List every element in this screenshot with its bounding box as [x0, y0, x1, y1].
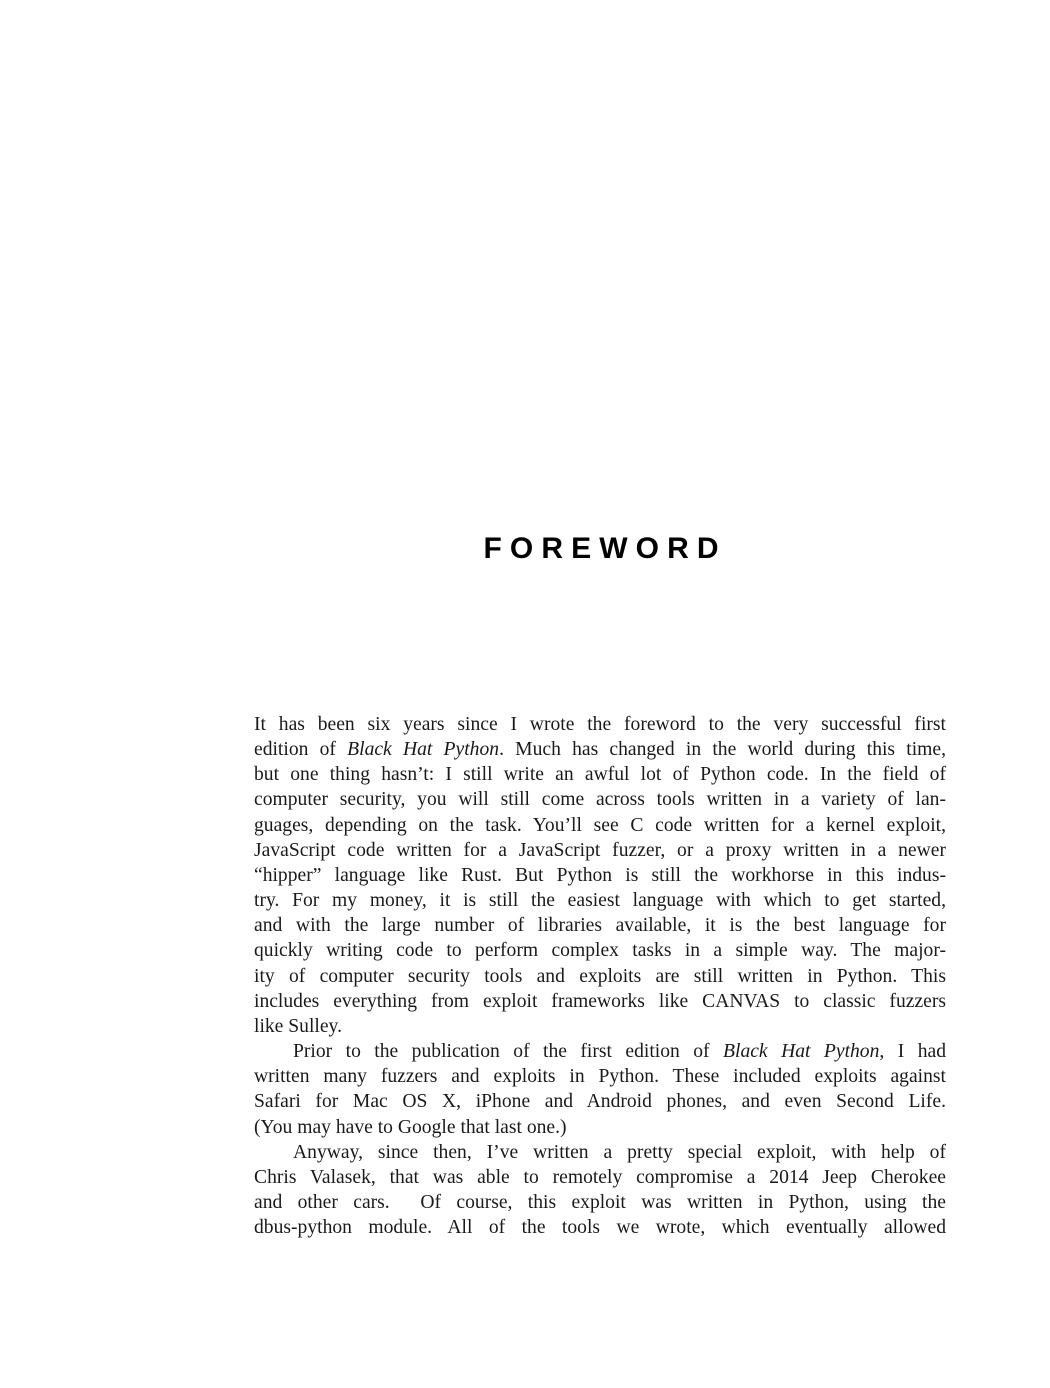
text-segment: try. For my money, it is still the easiest language with which to get started, [254, 890, 946, 912]
text-segment: . Much has changed in the world during this time, [499, 739, 946, 761]
text-line [254, 1190, 946, 1215]
text-segment: and with the large number of libraries available, it is the best language for [254, 915, 946, 937]
text-segment: dbus-python module. All of the tools we wrote, which eventually allowed [254, 1217, 946, 1239]
text-line [254, 1014, 946, 1039]
text-line [254, 1039, 946, 1064]
text-segment: , I had [879, 1041, 946, 1063]
text-line [254, 762, 946, 787]
text-segment: computer security, you will still come across tools written in a variety of lan- [254, 789, 946, 811]
text-segment: includes everything from exploit frameworks like CANVAS to classic fuzzers [254, 990, 946, 1012]
text-line [254, 787, 946, 812]
text-line [254, 888, 946, 913]
text-segment: Chris Valasek, that was able to remotely compromise a 2014 Jeep Cherokee [254, 1166, 946, 1188]
foreword-text-block [254, 712, 946, 1240]
text-line [254, 1165, 946, 1190]
text-segment: It has been six years since I wrote the foreword to the very successful first [254, 714, 946, 735]
text-segment: Safari for Mac OS X, iPhone and Android phones, and even Second Life. [254, 1091, 946, 1113]
text-segment: and other cars. Of course, this exploit was written in Python, using the [254, 1191, 946, 1213]
text-segment: ity of computer security tools and exploits are still written in Python. This [254, 965, 946, 987]
text-segment: edition of [254, 739, 348, 761]
text-segment: Prior to the publication of the first edition of [293, 1041, 724, 1063]
text-line [254, 737, 946, 762]
text-line [254, 1115, 946, 1140]
text-line [254, 1064, 946, 1089]
text-line [254, 712, 946, 737]
text-segment: but one thing hasn’t: I still write an awful lot of Python code. In the field of [254, 764, 946, 786]
text-segment: written many fuzzers and exploits in Python. These included exploits against [254, 1066, 946, 1088]
book-title-italic: Black Hat Python [347, 739, 500, 761]
page-title: FOREWORD [483, 532, 727, 565]
text-segment: guages, depending on the task. You’ll see C code written for a kernel exploit, [254, 814, 946, 836]
text-line [254, 838, 946, 863]
text-line [254, 1215, 946, 1240]
text-line [254, 863, 946, 888]
text-line [254, 964, 946, 989]
book-title-italic: Black Hat Python [723, 1041, 880, 1063]
text-segment: JavaScript code written for a JavaScript fuzzer, or a proxy written in a newer [254, 839, 946, 861]
text-segment: like Sulley. [254, 1015, 342, 1037]
text-line [254, 813, 946, 838]
text-line [254, 989, 946, 1014]
text-line [254, 1140, 946, 1165]
text-line [254, 913, 946, 938]
text-line [254, 1089, 946, 1114]
text-segment: Anyway, since then, I’ve written a pretty special exploit, with help of [293, 1141, 946, 1163]
text-segment: quickly writing code to perform complex tasks in a simple way. The major- [254, 940, 946, 962]
text-segment: “hipper” language like Rust. But Python is still the workhorse in this indus- [254, 864, 946, 886]
text-segment: (You may have to Google that last one.) [254, 1116, 567, 1138]
text-line [254, 938, 946, 963]
